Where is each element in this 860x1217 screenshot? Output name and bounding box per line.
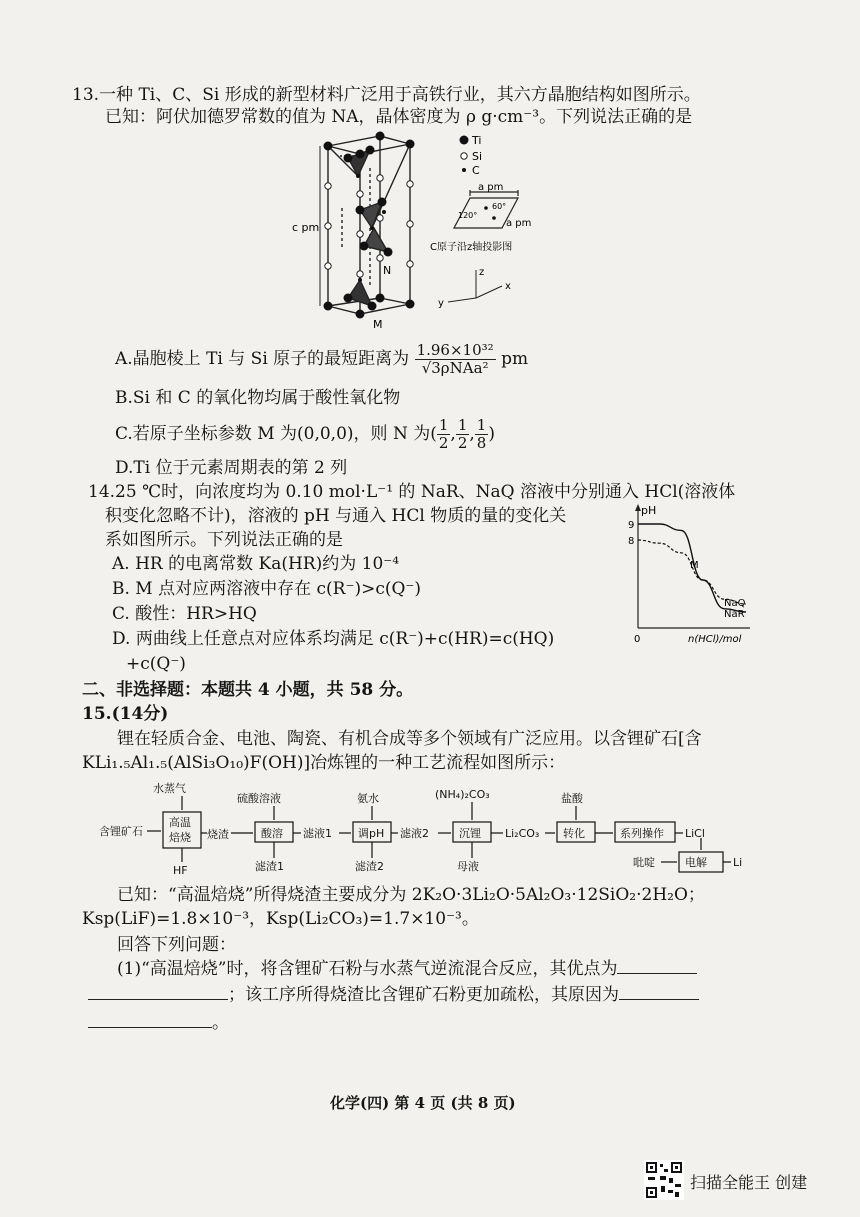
- proj-angle60: 60°: [492, 202, 507, 211]
- answer-blank-2[interactable]: [88, 985, 228, 1000]
- series-naq-label: NaQ: [724, 598, 746, 609]
- section2-heading: 二、非选择题：本题共 4 小题，共 58 分。: [82, 680, 414, 700]
- q14-line2: 积变化忽略不计)，溶液的 pH 与通入 HCl 物质的量的变化关: [105, 506, 567, 526]
- legend-ti-icon: [460, 136, 469, 145]
- q15-part1-line3: 。: [88, 1012, 229, 1034]
- q14-line3: 系如图所示。下列说法正确的是: [105, 530, 343, 550]
- si-atoms: [325, 175, 413, 277]
- chart-ytick-9: 9: [628, 520, 635, 531]
- label-m: M: [373, 318, 383, 331]
- axis-x: x: [505, 281, 511, 292]
- q13-option-d: D.Ti 位于元素周期表的第 2 列: [115, 458, 348, 478]
- c-pm-label: c pm: [292, 221, 320, 234]
- legend-c: C: [472, 164, 480, 177]
- q13-option-b: B.Si 和 C 的氧化物均属于酸性氧化物: [115, 388, 401, 408]
- flow-roast-1: 高温: [169, 816, 191, 829]
- q15-known2: Ksp(LiF)=1.8×10⁻³，Ksp(Li₂CO₃)=1.7×10⁻³。: [82, 909, 479, 929]
- flow-licl: LiCl: [685, 827, 705, 840]
- q13-option-a: A.晶胞棱上 Ti 与 Si 原子的最短距离为 $\frac{\text{1.96×10³²}}{\text{√3ρNAa²}}$ pm: [115, 341, 529, 377]
- flow-residue1: 滤渣1: [255, 860, 284, 873]
- legend-c-icon: [462, 168, 466, 172]
- flow-ore: 含锂矿石: [99, 825, 143, 838]
- q14-option-c: C. 酸性：HR>HQ: [112, 604, 257, 624]
- q14-option-a: A. HR 的电离常数 Ka(HR)约为 10⁻⁴: [112, 554, 400, 574]
- q15-intro1: 锂在轻质合金、电池、陶瓷、有机合成等多个领域有广泛应用。以含锂矿石[含: [117, 729, 702, 749]
- ti-atoms: [324, 132, 415, 319]
- flow-hf: HF: [173, 864, 188, 877]
- flow-li2co3: Li₂CO₃: [505, 827, 540, 840]
- chart-ylabel: pH: [641, 504, 657, 517]
- series-nar-label: NaR: [724, 609, 745, 620]
- q15-intro2: KLi₁.₅Al₁.₅(AlSi₃O₁₀)F(OH)]冶炼锂的一种工艺流程如图所示：: [82, 753, 566, 773]
- flow-h2so4: 硫酸溶液: [237, 792, 281, 805]
- answer-blank-3[interactable]: [619, 985, 699, 1000]
- q15-part1-line2: ；该工序所得烧渣比含锂矿石粉更加疏松，其原因为: [88, 984, 699, 1006]
- q13-line1: 13.一种 Ti、C、Si 形成的新型材料广泛用于高铁行业，其六方晶胞结构如图所示。: [72, 85, 701, 105]
- answer-blank-4[interactable]: [88, 1013, 212, 1028]
- chart-xlabel: n(HCl)/mol: [688, 634, 742, 645]
- axis-z: z: [479, 267, 485, 278]
- q13-line2: 已知：阿伏加德罗常数的值为 NA，晶体密度为 ρ g·cm⁻³。下列说法正确的是: [105, 107, 693, 127]
- flow-convert: 转化: [563, 827, 585, 840]
- flow-precip: 沉锂: [459, 827, 481, 840]
- flow-filtrate1: 滤液1: [303, 827, 332, 840]
- process-flowchart: [95, 778, 755, 888]
- flow-pyridine: 吡啶: [633, 856, 655, 869]
- flow-residue2: 滤渣2: [355, 860, 384, 873]
- flow-dissolve: 酸溶: [261, 827, 283, 840]
- series-naq-line: [638, 540, 746, 604]
- legend-ti: Ti: [472, 134, 482, 147]
- chart-ytick-8: 8: [628, 536, 635, 547]
- chart-origin: 0: [634, 634, 641, 645]
- qr-code-icon: [644, 1160, 684, 1200]
- legend-si: Si: [472, 150, 483, 163]
- proj-caption: C原子沿z轴投影图: [430, 242, 513, 253]
- proj-a-side: a pm: [506, 218, 532, 229]
- flow-ammonia: 氨水: [357, 792, 379, 805]
- q14-option-d-line2: +c(Q⁻): [126, 654, 186, 674]
- q14-option-d-line1: D. 两曲线上任意点对应体系均满足 c(R⁻)+c(HR)=c(HQ): [112, 629, 555, 649]
- flow-filtrate2: 滤液2: [400, 827, 429, 840]
- flow-roast-2: 焙烧: [169, 831, 191, 844]
- q15-head: 15.(14分): [82, 704, 169, 724]
- q15-known1: 已知：“高温焙烧”所得烧渣主要成分为 2K₂O·3Li₂O·5Al₂O₃·12SiO₂·2H₂O；: [117, 885, 705, 905]
- flow-hcl: 盐酸: [561, 792, 583, 805]
- flow-li: Li: [733, 856, 743, 869]
- flow-electrolysis: 电解: [685, 856, 707, 869]
- axis-y: y: [438, 298, 444, 309]
- page-footer: 化学(四) 第 4 页 (共 8 页): [330, 1094, 516, 1112]
- q14-option-b: B. M 点对应两溶液中存在 c(R⁻)>c(Q⁻): [112, 579, 422, 599]
- ph-chart: [620, 500, 760, 645]
- flow-adjust-ph: 调pH: [358, 827, 385, 840]
- flow-slag: 烧渣: [207, 828, 229, 841]
- legend-si-icon: [461, 153, 467, 159]
- q14-line1: 14.25 ℃时，向浓度均为 0.10 mol·L⁻¹ 的 NaR、NaQ 溶液中分别通入 HCl(溶液体: [88, 482, 736, 502]
- crystal-figure: [280, 128, 540, 338]
- q15-answer-prompt: 回答下列问题：: [117, 935, 236, 955]
- flow-steam: 水蒸气: [153, 782, 186, 795]
- q13-option-c: C.若原子坐标参数 M 为(0,0,0)，则 N 为( $\frac{1}{2}$ , $\frac{1}{2}$ , $\frac{1}{8}$ ): [115, 416, 495, 452]
- flow-carbonate: (NH₄)₂CO₃: [435, 788, 490, 801]
- flow-series-op: 系列操作: [620, 827, 664, 840]
- proj-a-top: a pm: [478, 182, 504, 193]
- label-n: N: [383, 264, 392, 277]
- proj-angle120: 120°: [458, 211, 478, 220]
- flow-mother: 母液: [457, 860, 479, 873]
- chart-point-m: M: [690, 560, 699, 571]
- answer-blank-1[interactable]: [617, 959, 697, 974]
- q15-part1-line1: (1)“高温焙烧”时，将含锂矿石粉与水蒸气逆流混合反应，其优点为: [117, 958, 697, 980]
- watermark-text: 扫描全能王 创建: [690, 1173, 808, 1192]
